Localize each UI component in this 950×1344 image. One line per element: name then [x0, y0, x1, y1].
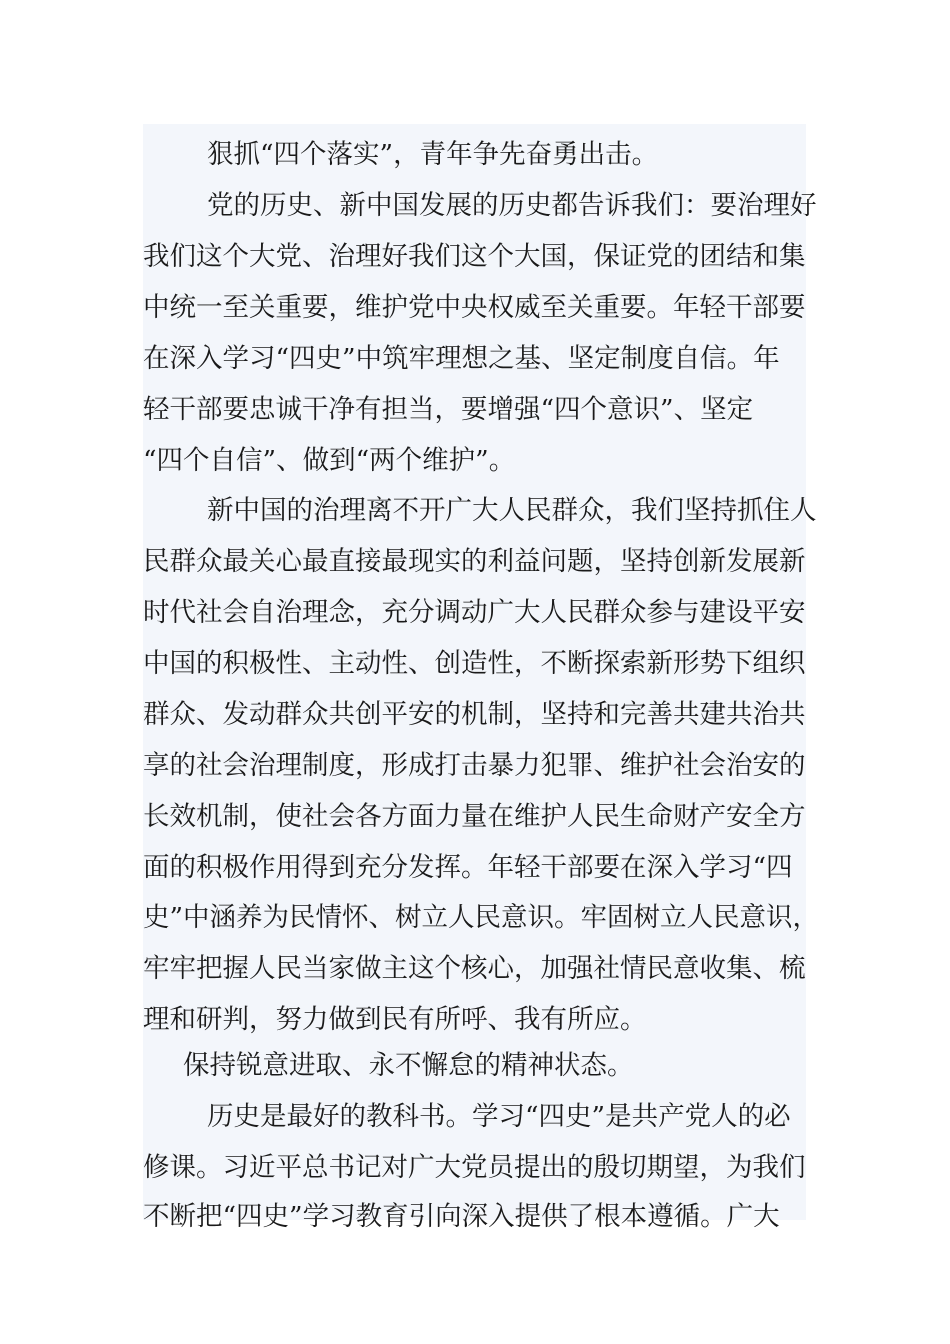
- paragraph-line: 享的社会治理制度，形成打击暴力犯罪、维护社会治安的: [143, 750, 806, 781]
- heading-line: 保持锐意进取、永不懈怠的精神状态。: [183, 1050, 634, 1081]
- heading-line: 狠抓“四个落实”，青年争先奋勇出击。: [207, 139, 659, 170]
- paragraph-line: 轻干部要忠诚干净有担当，要增强“四个意识”、坚定: [143, 394, 754, 425]
- paragraph-line: 牢牢把握人民当家做主这个核心，加强社情民意收集、梳: [143, 953, 806, 984]
- paragraph-line: 史”中涵养为民情怀、树立人民意识。牢固树立人民意识，: [143, 902, 820, 933]
- paragraph-line: 党的历史、新中国发展的历史都告诉我们：要治理好: [207, 190, 817, 221]
- paragraph-line: “四个自信”、做到“两个维护”。: [143, 445, 516, 476]
- paragraph-line: 新中国的治理离不开广大人民群众，我们坚持抓住人: [207, 495, 817, 526]
- paragraph-line: 理和研判，努力做到民有所呼、我有所应。: [143, 1004, 647, 1035]
- paragraph-line: 民群众最关心最直接最现实的利益问题，坚持创新发展新: [143, 546, 806, 577]
- paragraph-line: 面的积极作用得到充分发挥。年轻干部要在深入学习“四: [143, 852, 793, 883]
- paragraph-line: 修课。习近平总书记对广大党员提出的殷切期望，为我们: [143, 1152, 806, 1183]
- paragraph-line: 中统一至关重要，维护党中央权威至关重要。年轻干部要: [143, 292, 806, 323]
- paragraph-line: 长效机制，使社会各方面力量在维护人民生命财产安全方: [143, 801, 806, 832]
- paragraph-line: 中国的积极性、主动性、创造性，不断探索新形势下组织: [143, 648, 806, 679]
- paragraph-line: 历史是最好的教科书。学习“四史”是共产党人的必: [207, 1101, 791, 1132]
- paragraph-line: 在深入学习“四史”中筑牢理想之基、坚定制度自信。年: [143, 343, 780, 374]
- document-text-block: [143, 124, 820, 1232]
- paragraph-line: 不断把“四史”学习教育引向深入提供了根本遵循。广大: [143, 1201, 780, 1232]
- paragraph-line: 时代社会自治理念，充分调动广大人民群众参与建设平安: [143, 597, 806, 628]
- paragraph-line: 群众、发动群众共创平安的机制，坚持和完善共建共治共: [143, 699, 806, 730]
- paragraph-line: 我们这个大党、治理好我们这个大国，保证党的团结和集: [143, 241, 806, 272]
